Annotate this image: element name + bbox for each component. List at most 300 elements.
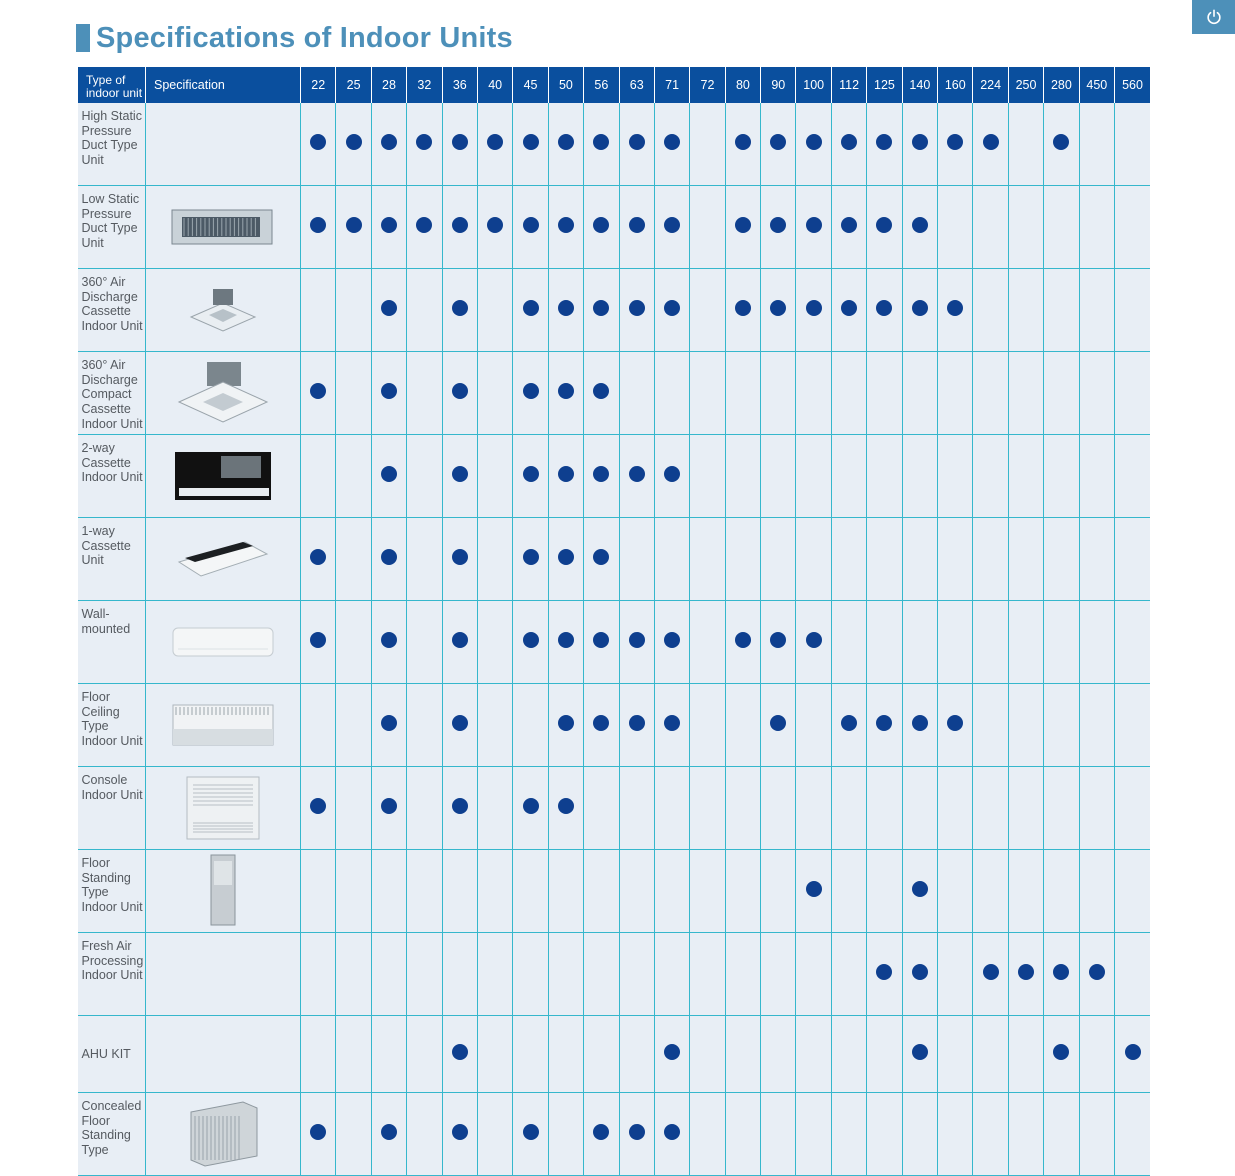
header-capacity-125: 125 (867, 67, 902, 103)
capacity-cell-32 (407, 269, 442, 352)
capacity-cell-100 (796, 269, 831, 352)
unit-image-cell (146, 518, 301, 601)
capacity-cell-112 (831, 518, 866, 601)
capacity-cell-80 (725, 269, 760, 352)
capacity-cell-112 (831, 269, 866, 352)
table-row (78, 1093, 1151, 1176)
capacity-cell-280 (1044, 850, 1079, 933)
capacity-cell-50 (548, 518, 583, 601)
cassette-image (183, 285, 263, 335)
capacity-cell-71 (654, 103, 689, 186)
capacity-cell-56 (584, 518, 619, 601)
capacity-cell-560 (1115, 601, 1151, 684)
capacity-cell-280 (1044, 352, 1079, 435)
capacity-cell-90 (761, 1016, 796, 1093)
capacity-cell-80 (725, 850, 760, 933)
capacity-cell-36 (442, 103, 477, 186)
capacity-cell-140 (902, 352, 937, 435)
capacity-cell-140 (902, 601, 937, 684)
unit-image-cell (146, 1093, 301, 1176)
available-dot (381, 466, 397, 482)
capacity-cell-280 (1044, 269, 1079, 352)
available-dot (664, 1124, 680, 1140)
header-capacity-72: 72 (690, 67, 725, 103)
capacity-cell-63 (619, 1093, 654, 1176)
capacity-cell-71 (654, 1093, 689, 1176)
capacity-cell-224 (973, 684, 1008, 767)
table-row (78, 767, 1151, 850)
table-row (78, 269, 1151, 352)
available-dot (912, 1044, 928, 1060)
available-dot (346, 217, 362, 233)
capacity-cell-22 (301, 352, 336, 435)
capacity-cell-250 (1008, 1016, 1043, 1093)
capacity-cell-40 (477, 269, 512, 352)
capacity-cell-72 (690, 103, 725, 186)
capacity-cell-160 (938, 518, 973, 601)
unit-image-cell (146, 933, 301, 1016)
table-row (78, 850, 1151, 933)
header-capacity-160: 160 (938, 67, 973, 103)
capacity-cell-56 (584, 1093, 619, 1176)
capacity-cell-45 (513, 435, 548, 518)
available-dot (841, 134, 857, 150)
available-dot (806, 881, 822, 897)
capacity-cell-45 (513, 601, 548, 684)
capacity-cell-80 (725, 1016, 760, 1093)
floor-standing-image (203, 853, 243, 929)
unit-image-cell (146, 684, 301, 767)
capacity-cell-28 (371, 269, 406, 352)
capacity-cell-100 (796, 933, 831, 1016)
capacity-cell-40 (477, 435, 512, 518)
available-dot (593, 549, 609, 565)
capacity-cell-71 (654, 352, 689, 435)
capacity-cell-40 (477, 1093, 512, 1176)
capacity-cell-100 (796, 103, 831, 186)
available-dot (912, 715, 928, 731)
available-dot (664, 134, 680, 150)
unit-type-name: 1-way Cassette Unit (78, 518, 146, 601)
available-dot (452, 217, 468, 233)
capacity-cell-560 (1115, 103, 1151, 186)
capacity-cell-22 (301, 518, 336, 601)
available-dot (806, 217, 822, 233)
capacity-cell-560 (1115, 352, 1151, 435)
capacity-cell-224 (973, 103, 1008, 186)
capacity-cell-72 (690, 684, 725, 767)
capacity-cell-71 (654, 601, 689, 684)
capacity-cell-160 (938, 186, 973, 269)
header-capacity-112: 112 (831, 67, 866, 103)
capacity-cell-250 (1008, 684, 1043, 767)
header-capacity-71: 71 (654, 67, 689, 103)
header-capacity-40: 40 (477, 67, 512, 103)
capacity-cell-36 (442, 850, 477, 933)
capacity-cell-160 (938, 1016, 973, 1093)
capacity-cell-32 (407, 684, 442, 767)
capacity-cell-32 (407, 1016, 442, 1093)
available-dot (735, 300, 751, 316)
capacity-cell-140 (902, 1093, 937, 1176)
capacity-cell-28 (371, 933, 406, 1016)
capacity-cell-36 (442, 933, 477, 1016)
capacity-cell-28 (371, 103, 406, 186)
available-dot (770, 715, 786, 731)
table-row (78, 1016, 1151, 1093)
available-dot (310, 134, 326, 150)
capacity-cell-560 (1115, 269, 1151, 352)
available-dot (310, 217, 326, 233)
available-dot (770, 217, 786, 233)
capacity-cell-450 (1079, 1016, 1114, 1093)
available-dot (310, 798, 326, 814)
capacity-cell-125 (867, 352, 902, 435)
header-capacity-140: 140 (902, 67, 937, 103)
capacity-cell-224 (973, 850, 1008, 933)
capacity-cell-140 (902, 767, 937, 850)
capacity-cell-560 (1115, 1016, 1151, 1093)
capacity-cell-56 (584, 601, 619, 684)
unit-type-name: 360° Air Discharge Cassette Indoor Unit (78, 269, 146, 352)
capacity-cell-72 (690, 186, 725, 269)
floor-ceiling-image (170, 701, 276, 749)
available-dot (381, 715, 397, 731)
available-dot (912, 881, 928, 897)
available-dot (1089, 964, 1105, 980)
available-dot (664, 632, 680, 648)
capacity-cell-71 (654, 850, 689, 933)
available-dot (452, 466, 468, 482)
unit-image-cell (146, 103, 301, 186)
available-dot (876, 964, 892, 980)
capacity-cell-36 (442, 1093, 477, 1176)
capacity-cell-28 (371, 850, 406, 933)
capacity-cell-450 (1079, 601, 1114, 684)
available-dot (1053, 1044, 1069, 1060)
available-dot (1125, 1044, 1141, 1060)
duct-unit-image (168, 202, 278, 252)
header-capacity-224: 224 (973, 67, 1008, 103)
header-capacity-22: 22 (301, 67, 336, 103)
capacity-cell-280 (1044, 103, 1079, 186)
capacity-cell-160 (938, 269, 973, 352)
power-icon (1205, 8, 1223, 26)
unit-type-name: Fresh Air Processing Indoor Unit (78, 933, 146, 1016)
table-row (78, 684, 1151, 767)
available-dot (523, 134, 539, 150)
capacity-cell-140 (902, 684, 937, 767)
available-dot (629, 217, 645, 233)
capacity-cell-72 (690, 518, 725, 601)
available-dot (735, 632, 751, 648)
header-capacity-560: 560 (1115, 67, 1151, 103)
capacity-cell-250 (1008, 103, 1043, 186)
capacity-cell-25 (336, 103, 371, 186)
capacity-cell-71 (654, 684, 689, 767)
available-dot (523, 632, 539, 648)
table-row (78, 601, 1151, 684)
capacity-cell-72 (690, 435, 725, 518)
capacity-cell-45 (513, 1016, 548, 1093)
capacity-cell-90 (761, 850, 796, 933)
capacity-cell-80 (725, 186, 760, 269)
capacity-cell-112 (831, 435, 866, 518)
capacity-cell-250 (1008, 518, 1043, 601)
capacity-cell-32 (407, 186, 442, 269)
capacity-cell-71 (654, 1016, 689, 1093)
available-dot (593, 715, 609, 731)
capacity-cell-112 (831, 352, 866, 435)
available-dot (735, 217, 751, 233)
capacity-cell-32 (407, 767, 442, 850)
capacity-cell-25 (336, 352, 371, 435)
header-capacity-50: 50 (548, 67, 583, 103)
available-dot (381, 798, 397, 814)
capacity-cell-63 (619, 435, 654, 518)
capacity-cell-100 (796, 601, 831, 684)
available-dot (593, 300, 609, 316)
capacity-cell-22 (301, 684, 336, 767)
capacity-cell-50 (548, 103, 583, 186)
capacity-cell-56 (584, 1016, 619, 1093)
available-dot (947, 715, 963, 731)
table-row (78, 435, 1151, 518)
table-row (78, 352, 1151, 435)
available-dot (523, 466, 539, 482)
capacity-cell-36 (442, 1016, 477, 1093)
capacity-cell-50 (548, 352, 583, 435)
available-dot (452, 300, 468, 316)
table-row (78, 933, 1151, 1016)
available-dot (523, 383, 539, 399)
capacity-cell-71 (654, 518, 689, 601)
capacity-cell-50 (548, 269, 583, 352)
available-dot (558, 632, 574, 648)
capacity-cell-450 (1079, 767, 1114, 850)
capacity-cell-80 (725, 767, 760, 850)
capacity-cell-250 (1008, 435, 1043, 518)
capacity-cell-160 (938, 767, 973, 850)
capacity-cell-36 (442, 684, 477, 767)
capacity-cell-140 (902, 269, 937, 352)
capacity-cell-56 (584, 933, 619, 1016)
capacity-cell-63 (619, 186, 654, 269)
capacity-cell-224 (973, 269, 1008, 352)
available-dot (310, 632, 326, 648)
available-dot (416, 134, 432, 150)
capacity-cell-56 (584, 352, 619, 435)
available-dot (558, 549, 574, 565)
capacity-cell-112 (831, 767, 866, 850)
available-dot (629, 715, 645, 731)
capacity-cell-250 (1008, 850, 1043, 933)
capacity-cell-560 (1115, 518, 1151, 601)
capacity-cell-72 (690, 352, 725, 435)
capacity-cell-250 (1008, 601, 1043, 684)
table-row (78, 518, 1151, 601)
available-dot (381, 217, 397, 233)
capacity-cell-140 (902, 1016, 937, 1093)
capacity-cell-100 (796, 684, 831, 767)
capacity-cell-250 (1008, 933, 1043, 1016)
unit-type-name: Floor Standing Type Indoor Unit (78, 850, 146, 933)
wall-mounted-image (170, 622, 276, 662)
available-dot (947, 134, 963, 150)
capacity-cell-90 (761, 352, 796, 435)
unit-type-name: Low Static Pressure Duct Type Unit (78, 186, 146, 269)
available-dot (523, 549, 539, 565)
available-dot (664, 715, 680, 731)
unit-type-name: Console Indoor Unit (78, 767, 146, 850)
capacity-cell-50 (548, 767, 583, 850)
power-button[interactable] (1192, 0, 1235, 34)
capacity-cell-90 (761, 186, 796, 269)
capacity-cell-90 (761, 601, 796, 684)
available-dot (664, 466, 680, 482)
available-dot (593, 217, 609, 233)
capacity-cell-22 (301, 1093, 336, 1176)
available-dot (346, 134, 362, 150)
capacity-cell-100 (796, 435, 831, 518)
capacity-cell-450 (1079, 933, 1114, 1016)
capacity-cell-45 (513, 1093, 548, 1176)
capacity-cell-45 (513, 103, 548, 186)
capacity-cell-250 (1008, 186, 1043, 269)
available-dot (912, 134, 928, 150)
capacity-cell-25 (336, 933, 371, 1016)
capacity-cell-72 (690, 767, 725, 850)
capacity-cell-50 (548, 435, 583, 518)
capacity-cell-160 (938, 933, 973, 1016)
available-dot (452, 715, 468, 731)
compact-cassette-image (173, 358, 273, 428)
capacity-cell-50 (548, 186, 583, 269)
capacity-cell-22 (301, 767, 336, 850)
capacity-cell-125 (867, 1093, 902, 1176)
capacity-cell-450 (1079, 684, 1114, 767)
header-capacity-100: 100 (796, 67, 831, 103)
capacity-cell-32 (407, 103, 442, 186)
capacity-cell-50 (548, 933, 583, 1016)
available-dot (735, 134, 751, 150)
capacity-cell-22 (301, 435, 336, 518)
capacity-cell-125 (867, 684, 902, 767)
capacity-cell-100 (796, 1093, 831, 1176)
capacity-cell-63 (619, 1016, 654, 1093)
capacity-cell-72 (690, 1093, 725, 1176)
capacity-cell-250 (1008, 352, 1043, 435)
capacity-cell-71 (654, 933, 689, 1016)
one-way-cassette-image (175, 534, 271, 584)
available-dot (381, 383, 397, 399)
capacity-cell-72 (690, 850, 725, 933)
capacity-cell-40 (477, 352, 512, 435)
capacity-cell-112 (831, 684, 866, 767)
page-title-block (76, 22, 513, 54)
available-dot (593, 134, 609, 150)
available-dot (381, 1124, 397, 1140)
available-dot (558, 134, 574, 150)
capacity-cell-28 (371, 1016, 406, 1093)
available-dot (629, 134, 645, 150)
unit-image-cell (146, 435, 301, 518)
capacity-cell-112 (831, 850, 866, 933)
unit-type-name: Wall- mounted (78, 601, 146, 684)
capacity-cell-80 (725, 352, 760, 435)
header-type-line1: Type of (86, 72, 126, 87)
available-dot (629, 466, 645, 482)
available-dot (558, 715, 574, 731)
capacity-cell-112 (831, 933, 866, 1016)
capacity-cell-125 (867, 1016, 902, 1093)
capacity-cell-450 (1079, 1093, 1114, 1176)
capacity-cell-100 (796, 186, 831, 269)
available-dot (912, 300, 928, 316)
available-dot (806, 134, 822, 150)
header-type-of-indoor-unit (78, 67, 146, 103)
header-capacity-32: 32 (407, 67, 442, 103)
capacity-cell-56 (584, 684, 619, 767)
capacity-cell-50 (548, 601, 583, 684)
capacity-cell-280 (1044, 186, 1079, 269)
available-dot (876, 217, 892, 233)
capacity-cell-112 (831, 601, 866, 684)
unit-image-cell (146, 1016, 301, 1093)
capacity-cell-72 (690, 601, 725, 684)
available-dot (983, 134, 999, 150)
capacity-cell-560 (1115, 435, 1151, 518)
capacity-cell-22 (301, 103, 336, 186)
title-accent-bar (76, 24, 90, 52)
capacity-cell-100 (796, 767, 831, 850)
capacity-cell-125 (867, 601, 902, 684)
capacity-cell-250 (1008, 767, 1043, 850)
available-dot (876, 300, 892, 316)
available-dot (664, 217, 680, 233)
capacity-cell-224 (973, 767, 1008, 850)
capacity-cell-36 (442, 435, 477, 518)
available-dot (558, 217, 574, 233)
capacity-cell-63 (619, 269, 654, 352)
capacity-cell-40 (477, 103, 512, 186)
capacity-cell-80 (725, 601, 760, 684)
capacity-cell-71 (654, 186, 689, 269)
capacity-cell-32 (407, 1093, 442, 1176)
available-dot (310, 1124, 326, 1140)
capacity-cell-40 (477, 518, 512, 601)
available-dot (806, 300, 822, 316)
available-dot (770, 300, 786, 316)
capacity-cell-560 (1115, 684, 1151, 767)
capacity-cell-40 (477, 1016, 512, 1093)
available-dot (452, 549, 468, 565)
available-dot (806, 632, 822, 648)
capacity-cell-45 (513, 352, 548, 435)
available-dot (523, 217, 539, 233)
available-dot (1018, 964, 1034, 980)
capacity-cell-90 (761, 1093, 796, 1176)
capacity-cell-450 (1079, 518, 1114, 601)
capacity-cell-160 (938, 601, 973, 684)
capacity-cell-100 (796, 1016, 831, 1093)
unit-type-name: Floor Ceiling Type Indoor Unit (78, 684, 146, 767)
capacity-cell-224 (973, 186, 1008, 269)
capacity-cell-112 (831, 1093, 866, 1176)
capacity-cell-22 (301, 601, 336, 684)
available-dot (452, 383, 468, 399)
available-dot (593, 383, 609, 399)
